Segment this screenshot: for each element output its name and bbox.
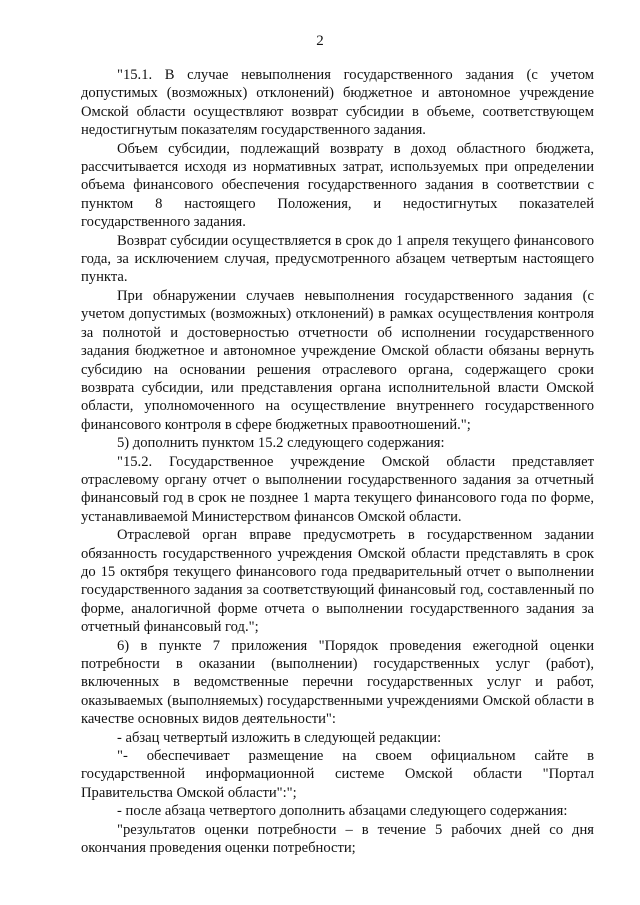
paragraph-fourth-abzac: - абзац четвертый изложить в следующей редакции: (117, 729, 442, 746)
document-body (81, 66, 594, 857)
paragraph-subsidy-volume: Объем субсидии, подлежащий возврату в доход областного бюджета, рассчитывается исходя из нормативных затрат, используемых при определении объема финансового обеспечения государственного задания в соответствии с пунктом 8 настоящего Положения, и недостигнутых показателей государственного задания. (81, 140, 594, 231)
paragraph-control-cases: При обнаружении случаев невыполнения государственного задания (с учетом допустимых (возможных) отклонений) в рамках осуществления контроля за полнотой и достоверностью отчетности об исполнении государственного задания бюджетное и автономное учреждение Омской области обязаны вернуть субсидию на основании решения отраслевого органа, содержащего сроки возврата субсидии, или представления органа исполнительной власти Омской области, уполномоченного на осуществление внутреннего государственного финансового контроля в сфере бюджетных правоотношений."; (81, 287, 594, 433)
paragraph-results: "результатов оценки потребности – в течение 5 рабочих дней со дня окончания проведения оценки потребности; (81, 821, 594, 857)
paragraph-after-fourth: - после абзаца четвертого дополнить абзацами следующего содержания: (117, 803, 568, 820)
page-number: 2 (316, 33, 324, 49)
paragraph-15-2: "15.2. Государственное учреждение Омской области представляет отраслевому органу отчет о выполнении государственного задания за отчетный финансовый год в срок не позднее 1 марта текущего финансового года по форме, устанавливаемой Министерством финансов Омской области. (81, 453, 594, 525)
paragraph-preliminary-report: Отраслевой орган вправе предусмотреть в государственном задании обязанность государственного учреждения Омской области представлять в срок до 15 октября текущего финансового года предварительный отчет о выполнении государственного задания за соответствующий финансовый год, составленный по форме, аналогичной форме отчета о выполнении государственного задания за отчетный финансовый год."; (81, 527, 594, 636)
paragraph-15-1: "15.1. В случае невыполнения государственного задания (с учетом допустимых (возможных) отклонений) бюджетное и автономное учреждение Омской области осуществляют возврат субсидии в объеме, соответствующем недостигнутым показателям государственного задания. (81, 67, 594, 139)
paragraph-item-5: 5) дополнить пунктом 15.2 следующего содержания: (117, 435, 445, 452)
paragraph-return-deadline: Возврат субсидии осуществляется в срок до 1 апреля текущего финансового года, за исключением случая, предусмотренного абзацем четвертым настоящего пункта. (81, 232, 594, 286)
paragraph-item-6: 6) в пункте 7 приложения "Порядок проведения ежегодной оценки потребности в оказании (выполнении) государственных услуг (работ), включенных в ведомственные перечни государственных услуг и работ, оказываемых (выполняемых) государственными учреждениями Омской области в качестве основных видов деятельности": (81, 637, 594, 728)
paragraph-portal: "- обеспечивает размещение на своем официальном сайте в государственной информационной системе Омской области "Портал Правительства Омской области":"; (81, 748, 594, 801)
